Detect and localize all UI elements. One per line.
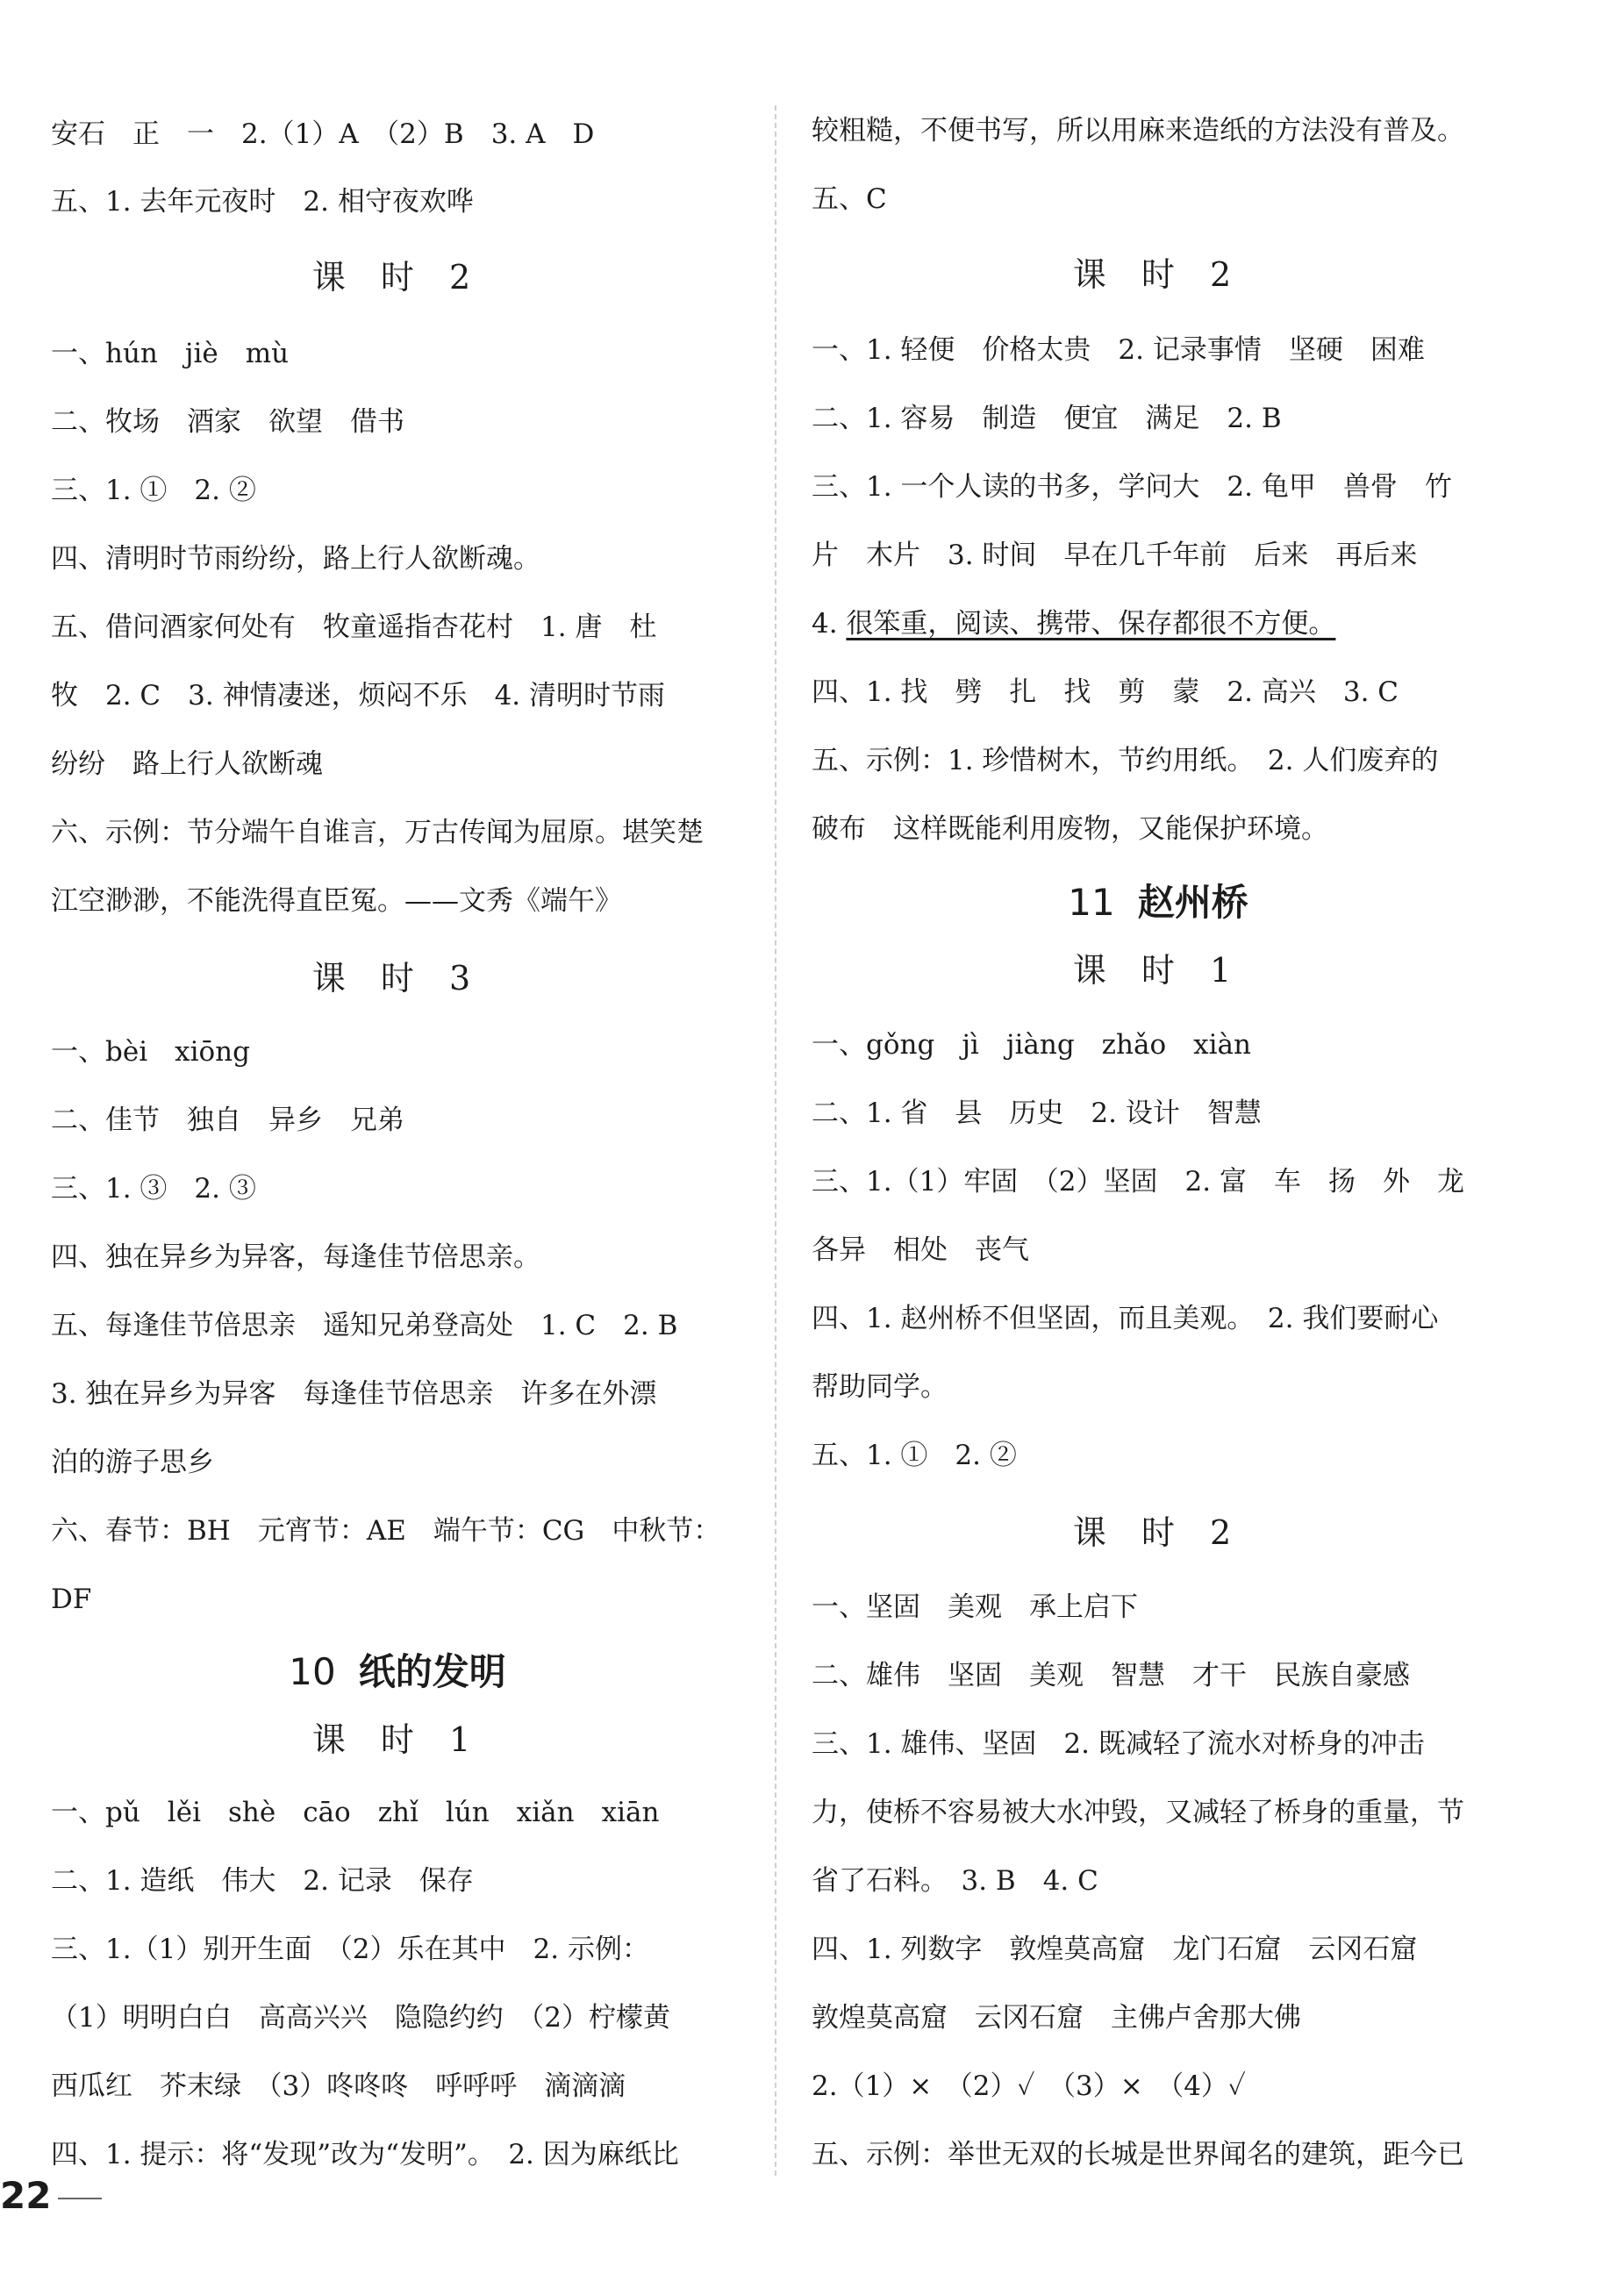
lesson-title (51, 1644, 744, 1700)
answer-line: 一、bèi xiōng (51, 1036, 250, 1068)
lesson-number: 11 (1068, 881, 1115, 924)
lesson-title (812, 875, 1505, 931)
answer-line: 五、1. 去年元夜时 2. 相守夜欢哗 (51, 186, 474, 218)
answer-line: 二、1. 容易 制造 便宜 满足 2. B (812, 403, 1282, 434)
answer-line: 较粗糙，不便书写，所以用麻来造纸的方法没有普及。 (812, 115, 1464, 147)
answer-line: 六、示例：节分端午自谁言，万古传闻为屈原。堪笑楚 (51, 817, 704, 848)
lesson-name: 赵州桥 (1137, 881, 1248, 924)
answer-line: 二、1. 造纸 伟大 2. 记录 保存 (51, 1865, 474, 1897)
answer-line: 破布 这样既能利用废物，又能保护环境。 (812, 813, 1328, 845)
answer-line: 敦煌莫高窟 云冈石窟 主佛卢舍那大佛 (812, 2002, 1301, 2034)
answer-line: 三、1. 雄伟、坚固 2. 既减轻了流水对桥身的冲击 (812, 1728, 1425, 1760)
answer-line: （1）明明白白 高高兴兴 隐隐约约 （2）柠檬黄 (51, 2002, 670, 2034)
section-subheading: 课 时 2 (311, 258, 483, 297)
answer-line: 一、坚固 美观 承上启下 (812, 1591, 1138, 1623)
section-subheading: 课 时 1 (311, 1720, 483, 1759)
answer-line: 西瓜红 芥末绿 （3）咚咚咚 呼呼呼 滴滴滴 (51, 2070, 626, 2102)
answer-line: 四、独在异乡为异客，每逢佳节倍思亲。 (51, 1241, 540, 1273)
answer-line: 一、1. 轻便 价格太贵 2. 记录事情 坚硬 困难 (812, 334, 1425, 366)
answer-line: 三、1. ③ 2. ③ (51, 1173, 256, 1205)
answer-line: DF (51, 1584, 92, 1615)
column-divider (775, 105, 776, 2176)
answer-line: 三、1.（1）别开生面 （2）乐在其中 2. 示例： (51, 1934, 649, 1965)
answer-line: 一、pǔ lěi shè cāo zhǐ lún xiǎn xiān (51, 1797, 660, 1828)
answer-line: 五、每逢佳节倍思亲 遥知兄弟登高处 1. C 2. B (51, 1310, 678, 1341)
answer-line: 泊的游子思乡 (51, 1447, 214, 1478)
page-number: 22 (0, 2174, 52, 2217)
page-number-rule (58, 2198, 102, 2199)
section-subheading: 课 时 3 (311, 959, 483, 997)
answer-line: 二、牧场 酒家 欲望 借书 (51, 406, 404, 438)
answer-line: 3. 独在异乡为异客 每逢佳节倍思亲 许多在外漂 (51, 1378, 657, 1410)
answer-line: 2.（1）× （2）✓ （3）× （4）✓ (812, 2070, 1246, 2102)
answer-line: 纷纷 路上行人欲断魂 (51, 748, 323, 780)
section-subheading: 课 时 2 (1072, 1513, 1244, 1552)
section-subheading: 课 时 2 (1072, 255, 1244, 294)
answer-line: 四、1. 提示：将“发现”改为“发明”。 2. 因为麻纸比 (51, 2139, 679, 2170)
lesson-name: 纸的发明 (358, 1650, 506, 1693)
answer-line: 五、1. ① 2. ② (812, 1440, 1017, 1471)
answer-line: 二、雄伟 坚固 美观 智慧 才干 民族自豪感 (812, 1660, 1410, 1691)
answer-line: 五、示例：举世无双的长城是世界闻名的建筑，距今已 (812, 2139, 1464, 2170)
answer-line: 安石 正 一 2.（1）A （2）B 3. A D (51, 118, 595, 150)
answer-line: 帮助同学。 (812, 1371, 948, 1403)
answer-line: 三、1.（1）牢固 （2）坚固 2. 富 车 扬 外 龙 (812, 1166, 1464, 1198)
answer-line: 三、1. 一个人读的书多，学问大 2. 龟甲 兽骨 竹 (812, 471, 1452, 503)
answer-line: 片 木片 3. 时间 早在几千年前 后来 再后来 (812, 540, 1418, 571)
answer-line: 江空渺渺，不能洗得直臣冤。——文秀《端午》 (51, 885, 622, 917)
answer-line: 二、1. 省 县 历史 2. 设计 智慧 (812, 1098, 1262, 1129)
answer-line: 四、1. 列数字 敦煌莫高窟 龙门石窟 云冈石窟 (812, 1934, 1418, 1965)
answer-line: 五、C (812, 183, 887, 215)
answer-line: 一、hún jiè mù (51, 338, 290, 369)
underlined-answer: 很笨重，阅读、携带、保存都很不方便。 (846, 608, 1336, 640)
lesson-number: 10 (289, 1650, 336, 1693)
answer-line: 牧 2. C 3. 神情凄迷，烦闷不乐 4. 清明时节雨 (51, 680, 666, 711)
answer-line: 力，使桥不容易被大水冲毁，又减轻了桥身的重量，节 (812, 1797, 1464, 1828)
answer-line: 五、示例：1. 珍惜树木，节约用纸。 2. 人们废弃的 (812, 745, 1439, 776)
answer-line: 四、1. 赵州桥不但坚固，而且美观。 2. 我们要耐心 (812, 1303, 1439, 1334)
answer-line: 一、gǒng jì jiàng zhǎo xiàn (812, 1029, 1251, 1061)
answer-line: 四、1. 找 劈 扎 找 剪 蒙 2. 高兴 3. C (812, 676, 1399, 708)
section-subheading: 课 时 1 (1072, 951, 1244, 990)
answer-line: 四、清明时节雨纷纷，路上行人欲断魂。 (51, 543, 540, 575)
answer-line: 各异 相处 丧气 (812, 1234, 1029, 1266)
answer-line: 省了石料。 3. B 4. C (812, 1865, 1098, 1897)
item-number: 4. (812, 608, 847, 640)
answer-line: 五、借问酒家何处有 牧童遥指杏花村 1. 唐 杜 (51, 611, 657, 643)
answer-line: 二、佳节 独自 异乡 兄弟 (51, 1105, 404, 1136)
answer-line: 三、1. ① 2. ② (51, 475, 256, 506)
answer-line: 六、春节：BH 元宵节：AE 端午节：CG 中秋节： (51, 1515, 721, 1547)
answer-line (812, 601, 1505, 647)
